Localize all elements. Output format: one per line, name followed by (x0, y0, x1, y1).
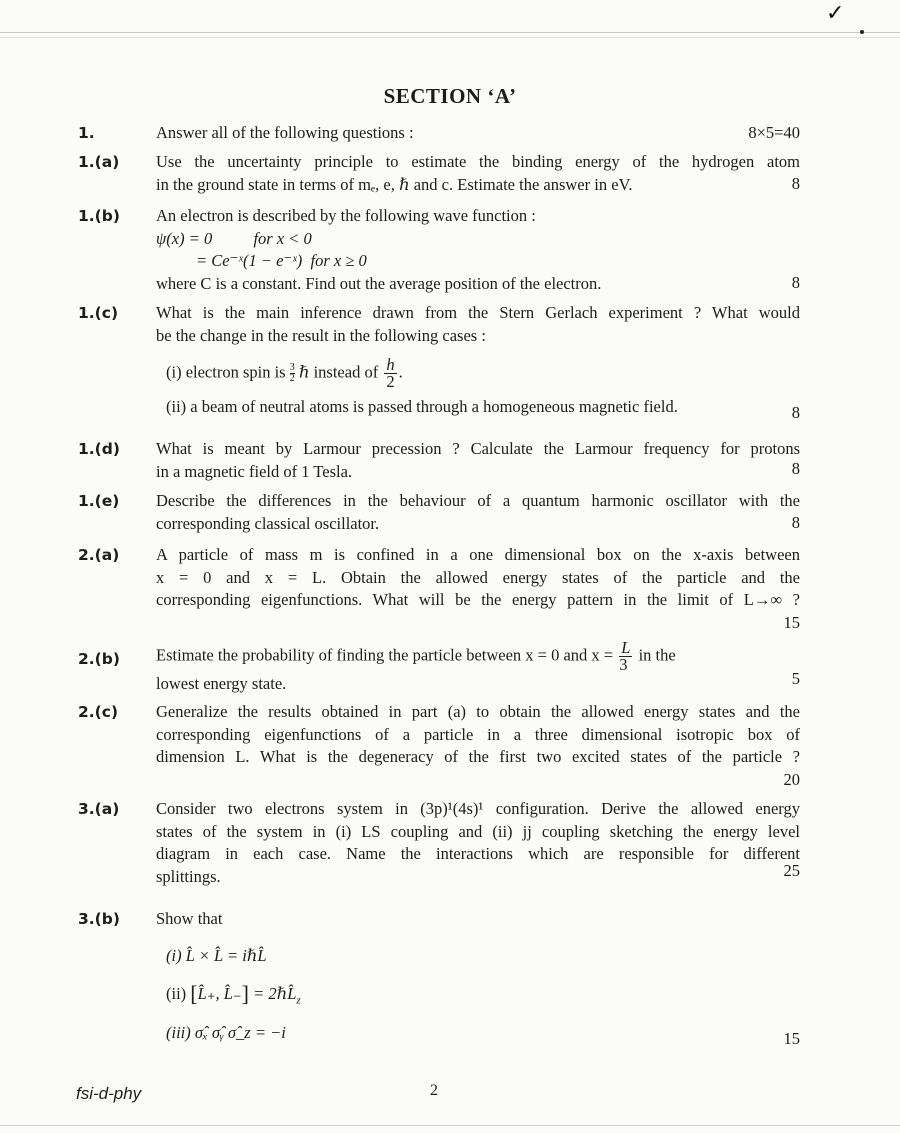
question-line: dimension L. What is the degeneracy of the first two excited states of the particle ? (156, 747, 800, 766)
question-line: An electron is described by the following wave function : (156, 206, 536, 225)
marks: 8 (791, 174, 800, 193)
identity-iii: (iii) σ̂ₓ σ̂ᵧ σ̂_z = −i (166, 1022, 286, 1042)
question-line: be the change in the result in the following cases : (156, 325, 486, 345)
scan-dot (860, 30, 864, 34)
question-1 (78, 122, 800, 145)
question-1b (78, 205, 800, 295)
marks: 8 (791, 273, 800, 292)
corner-tick-mark: ✓ (826, 0, 845, 25)
question-line: Estimate the probability of finding the particle between x = 0 and x = $\frac{L}{3}$ in the (156, 638, 676, 674)
question-3b (78, 908, 800, 1048)
fraction-three-halves: $\frac{3}{2}$ (289, 362, 295, 384)
question-line: splittings. (156, 866, 221, 886)
question-line: What is meant by Larmour precession ? Calculate the Larmour frequency for protons (156, 439, 800, 458)
question-line: corresponding eigenfunctions of a particle in a three dimensional isotropic box of (156, 724, 800, 744)
bottom-rule (0, 1125, 900, 1126)
top-rule (0, 32, 900, 33)
question-number: 2.(c) (78, 703, 119, 721)
paper-code: fsi-d-phy (76, 1084, 142, 1103)
marks: 5 (791, 669, 800, 688)
question-line: states of the system in (i) LS coupling and (ii) jj coupling sketching the energy level (156, 821, 800, 841)
question-line: x = 0 and x = L. Obtain the allowed energy states of the particle and the (156, 567, 800, 587)
case-ii: (ii) a beam of neutral atoms is passed through a homogeneous magnetic field. (166, 397, 678, 416)
question-number: 3.(b) (78, 910, 120, 928)
marks: 15 (783, 613, 800, 632)
identity-ii: (ii) [L̂₊, L̂₋] = $2\hbar L̂_z$ (166, 981, 301, 1007)
question-line: Use the uncertainty principle to estimate the binding energy of the hydrogen atom (156, 152, 800, 171)
question-2a (78, 544, 800, 632)
question-2c (78, 701, 800, 789)
identity-i: (i) L̂ × L̂ = iℏL̂ (166, 945, 267, 965)
marks: 8 (791, 513, 800, 532)
marks: 8×5=40 (748, 123, 800, 142)
question-1e (78, 490, 800, 535)
question-text: Answer all of the following questions : (156, 123, 414, 142)
question-number: 1. (78, 124, 95, 142)
question-number: 1.(e) (78, 492, 120, 510)
marks: 15 (783, 1029, 800, 1048)
question-line: What is the main inference drawn from the Stern Gerlach experiment ? What would (156, 303, 800, 322)
question-1a (78, 151, 800, 196)
question-number: 1.(d) (78, 440, 120, 458)
question-line: in a magnetic field of 1 Tesla. (156, 461, 353, 481)
marks: 8 (791, 459, 800, 478)
question-number: 3.(a) (78, 800, 120, 818)
question-3a (78, 798, 800, 888)
wave-function-eq-2: = Ce⁻ˣ(1 − e⁻ˣ) for x ≥ 0 (196, 251, 367, 270)
marks: 20 (783, 770, 800, 789)
question-line: in the ground state in terms of mₑ, e, ℏ and c. Estimate the answer in eV. (156, 174, 633, 194)
question-line: Consider two electrons system in (3p)¹(4s)¹ configuration. Derive the allowed energy (156, 799, 800, 818)
page-number: 2 (430, 1082, 438, 1099)
question-1d (78, 438, 800, 483)
marks: 8 (791, 403, 800, 422)
question-line: Show that (156, 909, 223, 928)
question-number: 1.(c) (78, 304, 119, 322)
left-bracket: [ (190, 981, 198, 1006)
question-number: 2.(b) (78, 650, 120, 668)
question-line: Describe the differences in the behaviour of a quantum harmonic oscillator with the (156, 491, 800, 510)
question-number: 1.(b) (78, 207, 120, 225)
question-line: where C is a constant. Find out the average position of the electron. (156, 273, 602, 293)
top-rule-secondary (0, 37, 900, 38)
wave-function-eq-1: ψ(x) = 0 for x < 0 (156, 228, 312, 248)
question-line: Generalize the results obtained in part (a) to obtain the allowed energy states and the (156, 702, 800, 721)
question-line: corresponding eigenfunctions. What will be the energy pattern in the limit of L→∞ ? (156, 590, 800, 609)
section-title: SECTION ‘A’ (383, 84, 517, 108)
question-line: lowest energy state. (156, 674, 287, 693)
right-bracket: ] (241, 981, 249, 1006)
question-number: 2.(a) (78, 546, 120, 564)
question-2b (78, 640, 800, 696)
marks: 25 (783, 861, 800, 880)
fraction-L-over-3: $\frac{L}{3}$ (619, 638, 631, 674)
fraction-h-over-2: $\frac{h}{2}$ (386, 355, 395, 391)
question-line: corresponding classical oscillator. (156, 513, 380, 533)
question-1c (78, 302, 800, 422)
question-number: 1.(a) (78, 153, 120, 171)
case-i: (i) electron spin is $\frac{3}{2}$ ℏ instead of $\frac{h}{2}$ . (166, 355, 403, 391)
question-line: diagram in each case. Name the interactions which are responsible for different (156, 844, 800, 863)
question-line: A particle of mass m is confined in a one dimensional box on the x-axis between (156, 545, 800, 564)
